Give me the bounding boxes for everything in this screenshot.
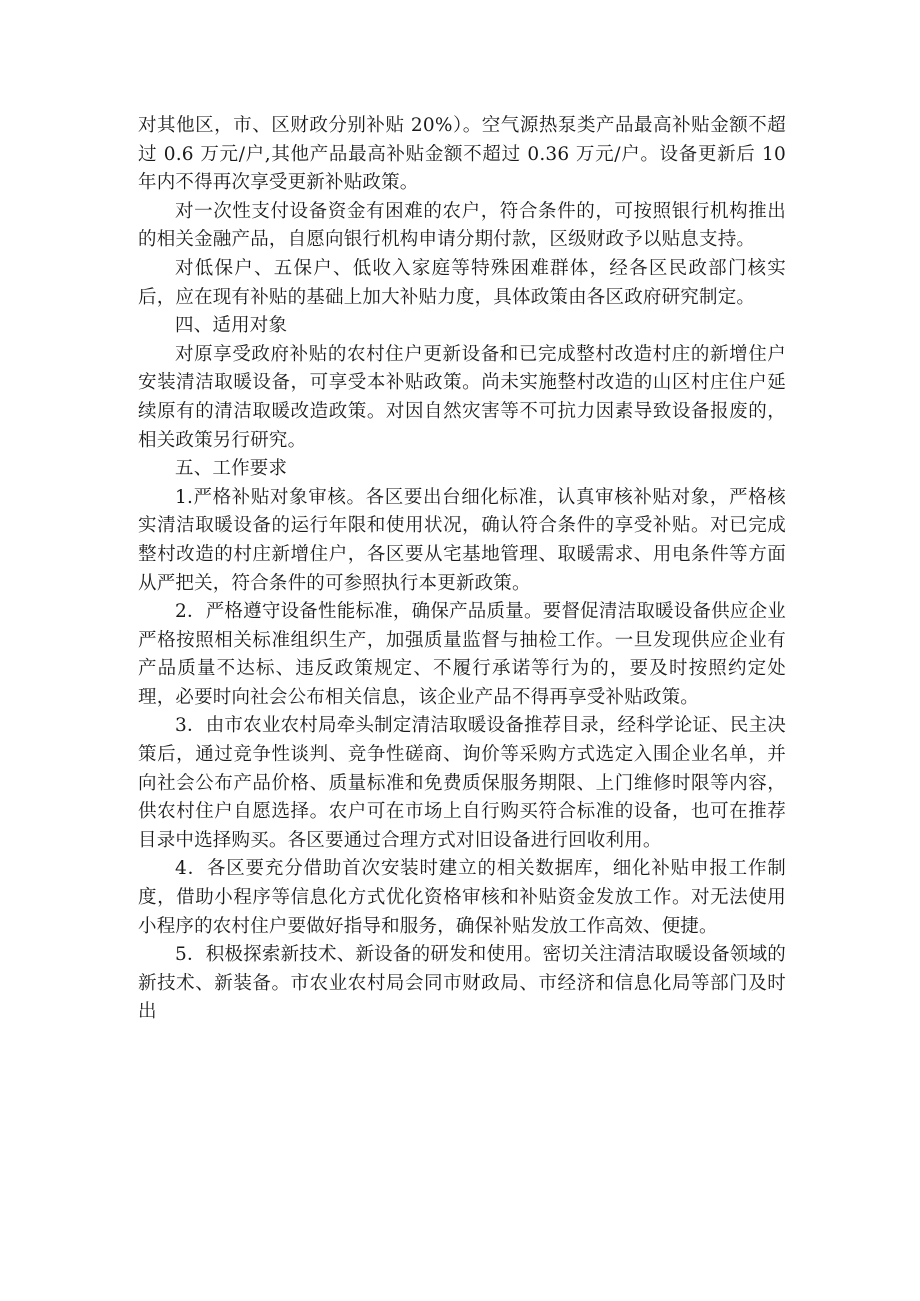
paragraph-requirement-5: 5．积极探索新技术、新设备的研发和使用。密切关注清洁取暖设备领域的新技术、新装备。市农业农村局会同市财政局、市经济和信息化局等部门及时出 — [138, 944, 786, 1023]
section-heading-applicable-objects: 四、适用对象 — [175, 315, 288, 337]
paragraph-requirement-4: 4．各区要充分借助首次安装时建立的相关数据库，细化补贴申报工作制度，借助小程序等信息化方式优化资格审核和补贴资金发放工作。对无法使用小程序的农村住户要做好指导和服务，确保补贴发放工作高效、便捷。 — [138, 858, 786, 937]
paragraph-subsidy-limits: 对其他区，市、区财政分别补贴 20%）。空气源热泵类产品最高补贴金额不超过 0.6 万元/户,其他产品最高补贴金额不超过 0.36 万元/户。设备更新后 10 年内不得再次享受更新补贴政策。 — [138, 115, 786, 194]
document-body — [138, 112, 786, 1027]
paragraph-special-groups: 对低保户、五保户、低收入家庭等特殊困难群体，经各区民政部门核实后，应在现有补贴的基础上加大补贴力度，具体政策由各区政府研究制定。 — [138, 257, 786, 308]
paragraph-requirement-1: 1.严格补贴对象审核。各区要出台细化标准，认真审核补贴对象，严格核实清洁取暖设备的运行年限和使用状况，确认符合条件的享受补贴。对已完成整村改造的村庄新增住户，各区要从宅基地管理、取暖需求、用电条件等方面从严把关，符合条件的可参照执行本更新政策。 — [138, 486, 786, 594]
paragraph-installment-payment: 对一次性支付设备资金有困难的农户，符合条件的，可按照银行机构推出的相关金融产品，自愿向银行机构申请分期付款，区级财政予以贴息支持。 — [138, 200, 786, 251]
section-heading-work-requirements: 五、工作要求 — [175, 458, 288, 480]
paragraph-applicable-objects: 对原享受政府补贴的农村住户更新设备和已完成整村改造村庄的新增住户安装清洁取暖设备，可享受本补贴政策。尚未实施整村改造的山区村庄住户延续原有的清洁取暖改造政策。对因自然灾害等不可抗力因素导致设备报废的，相关政策另行研究。 — [138, 343, 786, 451]
paragraph-requirement-2: 2．严格遵守设备性能标准，确保产品质量。要督促清洁取暖设备供应企业严格按照相关标准组织生产，加强质量监督与抽检工作。一旦发现供应企业有产品质量不达标、违反政策规定、不履行承诺等行为的，要及时按照约定处理，必要时向社会公布相关信息，该企业产品不得再享受补贴政策。 — [138, 601, 786, 708]
paragraph-requirement-3: 3．由市农业农村局牵头制定清洁取暖设备推荐目录，经科学论证、民主决策后，通过竞争性谈判、竞争性磋商、询价等采购方式选定入围企业名单，并向社会公布产品价格、质量标准和免费质保服务期限、上门维修时限等内容，供农村住户自愿选择。农户可在市场上自行购买符合标准的设备，也可在推荐目录中选择购买。各区要通过合理方式对旧设备进行回收利用。 — [138, 715, 786, 851]
